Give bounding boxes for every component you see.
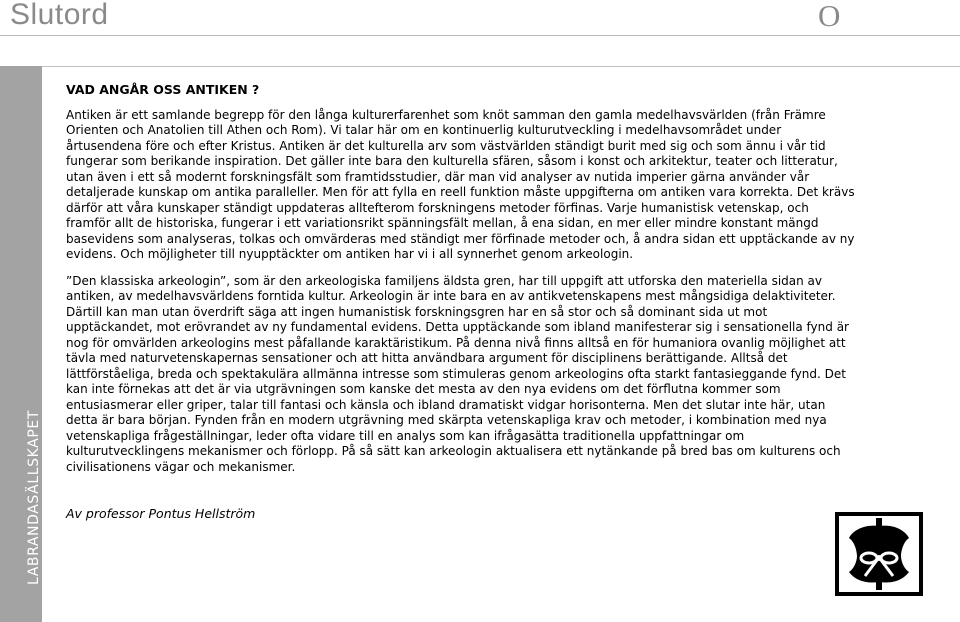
header-mark: O — [818, 0, 841, 33]
content-frame-top — [42, 66, 960, 67]
page-title: Slutord — [10, 0, 109, 31]
article-body — [66, 82, 856, 486]
header-divider — [0, 35, 960, 36]
article-paragraph-2: ”Den klassiska arkeologin”, som är den arkeologiska familjens äldsta gren, har till uppgift att utforska den materiella sidan av antiken, av medelhavsvärldens forntida kultur. Arkeologin är inte bara en av antikvetenskapens mest mångsidiga delaktiviteter. Därtill kan man utan överdrift säga att ingen humanistisk forskningsgren har en så stor och så dominant sida ut mot upptäckandet, mot erövrandet av ny fundamental evidens. Detta upptäckande som ibland manifesterar sig i sensationella fynd är nog för omvärlden arkeologins mest påfallande karaktäristikum. På denna nivå finns alltså en för humaniora ovanlig möjlighet att tävla med naturvetenskapernas sensationer och att hitta användbara argument för disciplinens berättigande. Alltså det lättförståeliga, breda och spektakulära allmänna intresse som stimuleras genom arkeologins ofta starkt fantasieggande fynd. Det kan inte förnekas att det är via utgrävningen som kanske det mesta av den nya evidens om det förflutna kommer som entusiasmerar eller griper, talar till fantasi och känsla och ibland dramatiskt vidgar horisonterna. Men det slutar inte här, utan detta är bara början. Fynden från en modern utgrävning med skärpta vetenskapliga krav och metoder, i kombination med nya vetenskapliga frågeställningar, leder ofta vidare till en analys som kan ifrågasätta traditionella uppfattningar om kulturutvecklingens mekanismer och förlopp. På så sätt kan arkeologin aktualisera ett nytänkande på bred bas om kulturens och civilisationens vägar och mekanismer. — [66, 273, 849, 474]
double-axe-emblem-icon — [835, 512, 923, 596]
article-paragraph-1: Antiken är ett samlande begrepp för den långa kulturerfarenhet som knöt samman den gamla medelhavsvärlden (från Främre Orienten och Anatolien till Athen och Rom). Vi talar här om en kontinuerlig kulturutveckling i medelhavsområdet under årtusendena före och efter Kristus. Antiken är det kulturella arv som västvärlden ständigt burit med sig och som ännu i vår tid fungerar som berikande inspiration. Det gäller inte bara den kulturella sfären, såsom i konst och arkitektur, teater och litteratur, utan även i ett så modernt forskningsfält som framtidsstudier, där man vid analyser av nutida imperier gärna använder vår detaljerade kunskap om antika paralleller. Men för att fylla en reell funktion måste uppgifterna om antiken vara korrekta. Det krävs därför att våra kunskaper ständigt uppdateras alltefterom forskningens metoder förfinas. Varje humanistisk vetenskap, och framför allt de historiska, fungerar i ett variationsrikt spänningsfält mellan, å ena sidan, en mer eller mindre konstant mängd basevidens som analyseras, tolkas och omvärderas med ständigt mer förfinade metoder och, å andra sidan ett upptäckande av ny evidens. Och möjligheter till nyupptäckter om antiken har vi i all synnerhet genom arkeologin. — [66, 107, 855, 261]
sidebar — [0, 66, 42, 622]
article-heading: VAD ANGÅR OSS ANTIKEN ? — [66, 82, 260, 97]
sidebar-society-label: LABRANDASÄLLSKAPET — [26, 410, 42, 585]
article-author: Av professor Pontus Hellström — [66, 506, 256, 521]
